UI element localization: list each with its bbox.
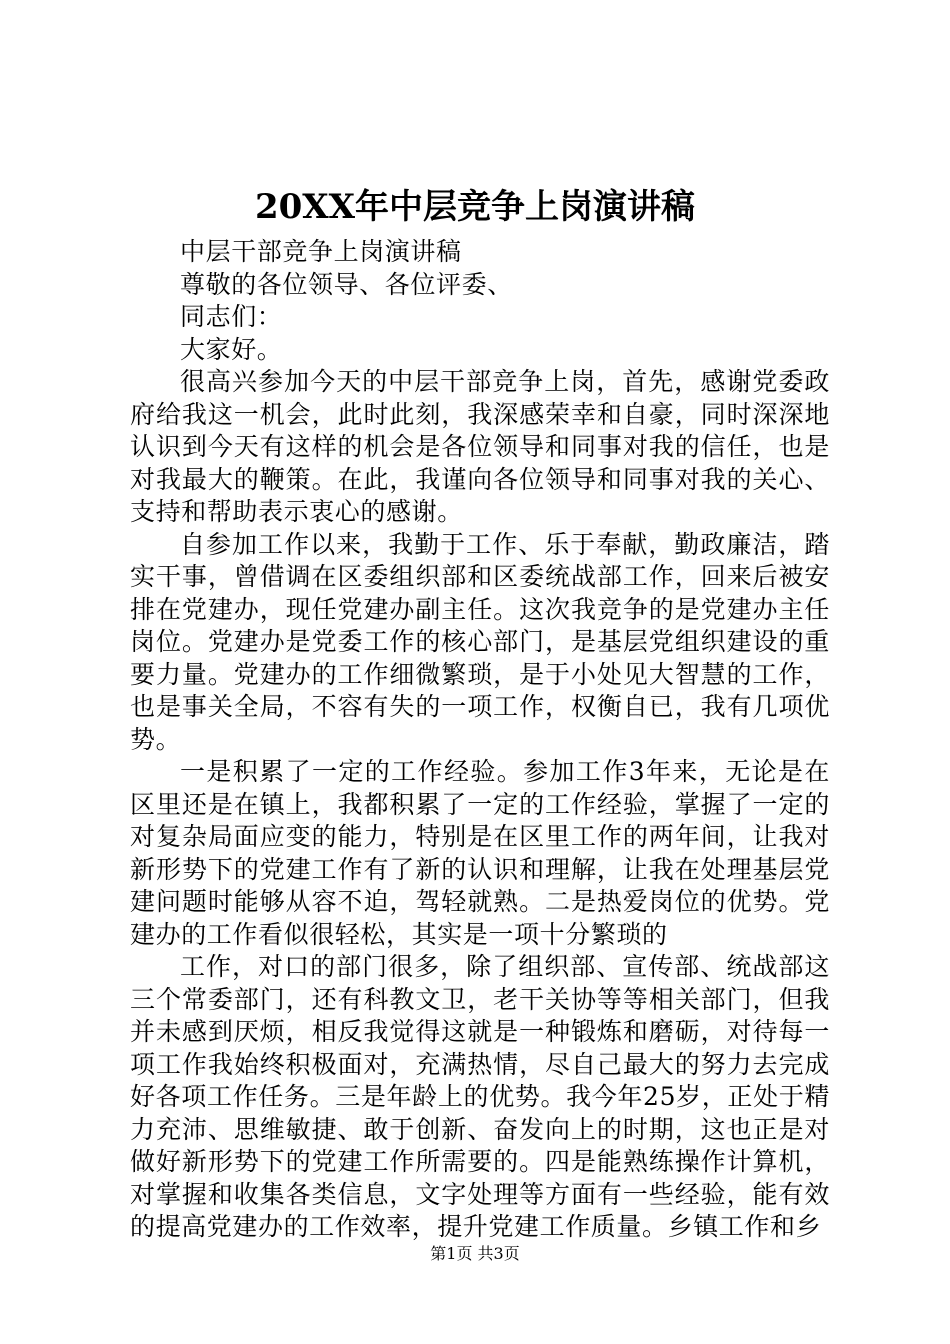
paragraph-greeting: 大家好。 bbox=[180, 334, 283, 364]
page-number-footer: 第1页 共3页 bbox=[430, 1244, 520, 1263]
paragraph-subtitle: 中层干部竞争上岗演讲稿 bbox=[180, 237, 462, 266]
paragraph-advantages: 一是积累了一定的工作经验。参加工作3年来，无论是在区里还是在镇上，我都积累了一定的工作经验，掌握了一定的对复杂局面应变的能力，特别是在区里工作的两年间，让我对新形势下的党建工作有了新的认识和理解，让我在处理基层党建问题时能够从容不迫，驾轻就熟。二是热爱岗位的优势。党建办的工作看似很轻松，其实是一项十分繁琐的 bbox=[130, 757, 830, 949]
document-body bbox=[130, 236, 830, 1244]
document-title: 20XX年中层竞争上岗演讲稿 bbox=[254, 187, 696, 227]
paragraph-background: 自参加工作以来，我勤于工作、乐于奉献，勤政廉洁，踏实干事，曾借调在区委组织部和区委统战部工作，回来后被安排在党建办，现任党建办副主任。这次我竞争的是党建办主任岗位。党建办是党委工作的核心部门，是基层党组织建设的重要力量。党建办的工作细微繁琐，是于小处见大智慧的工作，也是事关全局，不容有失的一项工作，权衡自已，我有几项优势。 bbox=[130, 529, 830, 754]
paragraph-salutation: 尊敬的各位领导、各位评委、 bbox=[180, 269, 513, 299]
paragraph-thanks: 很高兴参加今天的中层干部竞争上岗，首先，感谢党委政府给我这一机会，此时此刻，我深感荣幸和自豪，同时深深地认识到今天有这样的机会是各位领导和同事对我的信任，也是对我最大的鞭策。在此，我谨向各位领导和同事对我的关心、支持和帮助表示衷心的感谢。 bbox=[130, 367, 830, 526]
paragraph-advantages-continued: 工作，对口的部门很多，除了组织部、宣传部、统战部这三个常委部门，还有科教文卫，老干关协等等相关部门，但我并未感到厌烦，相反我觉得这就是一种锻炼和磨砺，对待每一项工作我始终积极面对，充满热情，尽自己最大的努力去完成好各项工作任务。三是年龄上的优势。我今年25岁，正处于精力充沛、思维敏捷、敢于创新、奋发向上的时期，这也正是对做好新形势下的党建工作所需要的。四是能熟练操作计算机，对掌握和收集各类信息，文字处理等方面有一些经验，能有效的提高党建办的工作效率，提升党建工作质量。乡镇工作和乡 bbox=[130, 952, 830, 1241]
paragraph-salutation-2: 同志们： bbox=[180, 302, 283, 331]
